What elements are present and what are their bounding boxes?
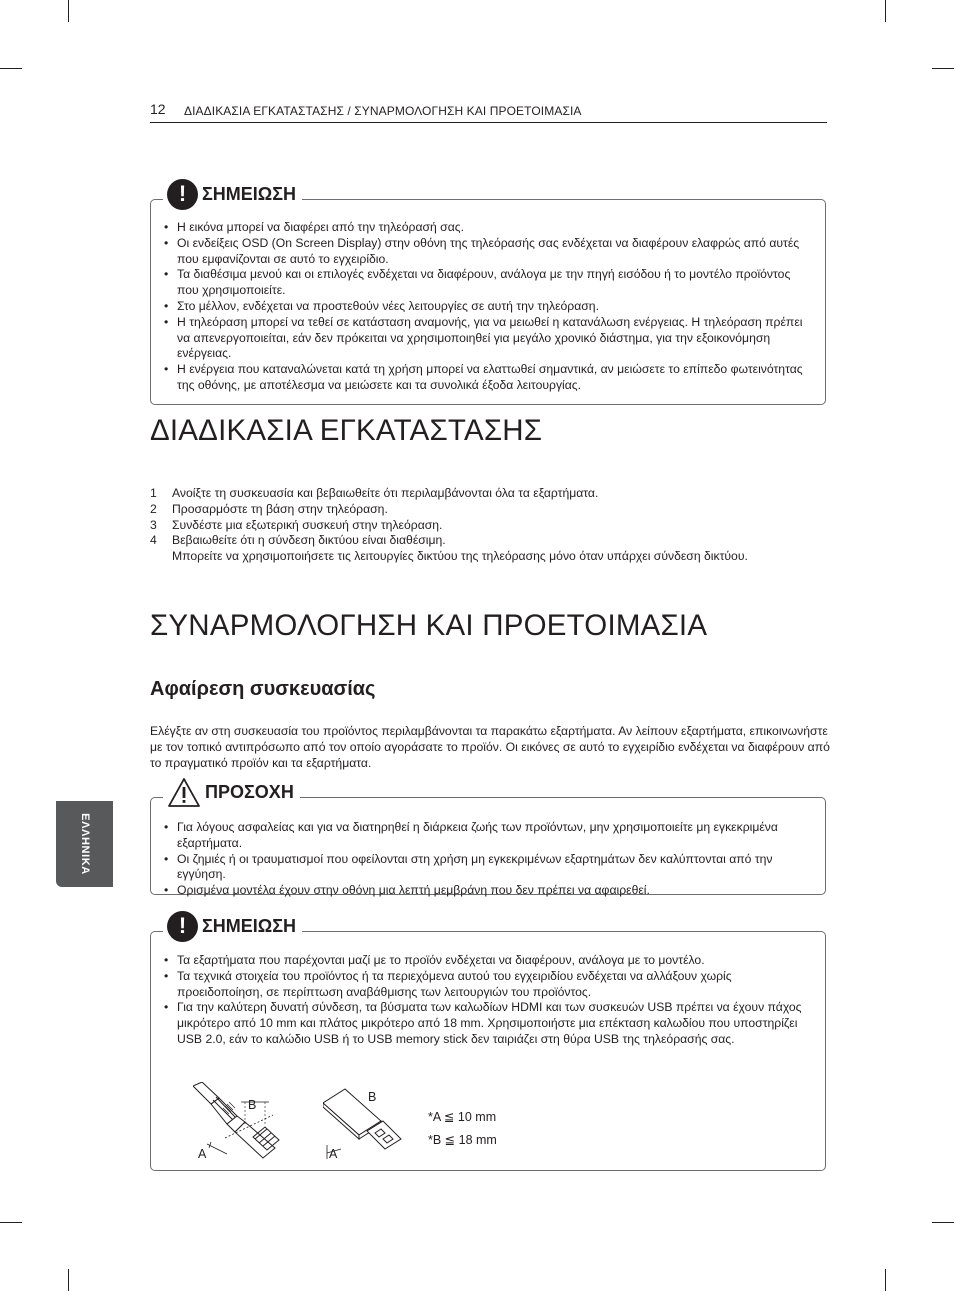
list-item: • Οι ενδείξεις OSD (On Screen Display) στην οθόνη της τηλεόρασής σας ενδέχεται να διαφέρουν ελαφρώς από αυτές που εμφανίζονται σε αυτό το εγχειρίδιο.: [164, 236, 805, 268]
note-list: [164, 953, 805, 1048]
section-title: ΔΙΑΔΙΚΑΣΙΑ ΕΓΚΑΤΑΣΤΑΣΗΣ: [150, 414, 543, 447]
caution-label: ΠΡΟΣΟΧΗ: [205, 781, 294, 802]
crop-mark: [932, 68, 954, 69]
subsection-title: Αφαίρεση συσκευασίας: [150, 678, 376, 700]
list-item: • Τα εξαρτήματα που παρέχονται μαζί με το προϊόν ενδέχεται να διαφέρουν, ανάλογα με το μοντέλο.: [164, 953, 805, 969]
list-item: • Τα τεχνικά στοιχεία του προϊόντος ή τα περιεχόμενα αυτού του εγχειριδίου ενδέχεται να αλλάξουν χωρίς προειδοποίηση, σε περίπτωση αναβάθμισης των λειτουργιών του προϊόντος.: [164, 969, 805, 1001]
section-title: ΣΥΝΑΡΜΟΛΟΓΗΣΗ ΚΑΙ ΠΡΟΕΤΟΙΜΑΣΙΑ: [150, 609, 708, 642]
language-tab: [56, 801, 113, 887]
crop-mark: [885, 1269, 886, 1291]
list-item: 1 Ανοίξτε τη συσκευασία και βεβαιωθείτε ότι περιλαμβάνονται όλα τα εξαρτήματα.: [150, 486, 599, 500]
caution-box: [150, 781, 826, 898]
dimension-b-limit: *B ≦ 18 mm: [428, 1133, 497, 1147]
list-item: • Ορισμένα μοντέλα έχουν στην οθόνη μια λεπτή μεμβράνη που δεν πρέπει να αφαιρεθεί.: [164, 883, 805, 899]
note-label: ΣΗΜΕΙΩΣΗ: [202, 915, 297, 936]
note-box: [150, 181, 826, 405]
language-tab-label: ΕΛΛΗΝΙΚΑ: [78, 813, 91, 875]
list-item: • Η τηλεόραση μπορεί να τεθεί σε κατάσταση αναμονής, για να μειωθεί η κατανάλωση ενέργειας. Η τηλεόραση πρέπει να απενεργοποιείται, εάν δεν πρόκειται να χρησιμοποιηθεί για μεγάλο χρονικό διάστημα, για την εξοικονόμηση ενέργειας.: [164, 315, 805, 362]
list-item: • Στο μέλλον, ενδέχεται να προστεθούν νέες λειτουργίες σε αυτή την τηλεόραση.: [164, 299, 805, 315]
crop-mark: [0, 68, 22, 69]
intro-paragraph: Ελέγξτε αν στη συσκευασία του προϊόντος περιλαμβάνονται τα παρακάτω εξαρτήματα. Αν λείπουν εξαρτήματα, επικοινωνήστε με τον τοπικό αντιπρόσωπο από τον οποίο αγοράσατε το προϊόν. Οι εικόνες σε αυτό το εγχειρίδιο ενδέχεται να διαφέρουν από το πραγματικό προϊόν και τα εξαρτήματα.: [150, 724, 830, 770]
list-item: 2 Προσαρμόστε τη βάση στην τηλεόραση.: [150, 501, 388, 516]
hdmi-plug-diagram: [193, 1082, 303, 1164]
running-title: ΔΙΑΔΙΚΑΣΙΑ ΕΓΚΑΤΑΣΤΑΣΗΣ / ΣΥΝΑΡΜΟΛΟΓΗΣΗ ΚΑΙ ΠΡΟΕΤΟΙΜΑΣΙΑ: [184, 104, 582, 118]
list-item: • Η ενέργεια που καταναλώνεται κατά τη χρήση μπορεί να ελαττωθεί σημαντικά, αν μειώσετε το επίπεδο φωτεινότητας της οθόνης, με αποτέλεσμα να μειώσετε και τα συνολικά έξοδα λειτουργίας.: [164, 362, 805, 394]
list-item: • Για την καλύτερη δυνατή σύνδεση, τα βύσματα των καλωδίων HDMI και των συσκευών USB πρέπει να έχουν πάχος μικρότερο από 10 mm και πλάτος μικρότερο από 18 mm. Χρησιμοποιήστε μια επέκταση καλωδίου που υποστηρίζει USB 2.0, εάν το καλώδιο USB ή το USB memory stick δεν ταιριάζει στη θύρα USB της τηλεόρασής σας.: [164, 1000, 805, 1047]
usb-dim-label-a: A: [329, 1147, 338, 1161]
list-item: • Οι ζημιές ή οι τραυματισμοί που οφείλονται στη χρήση μη εγκεκριμένων εξαρτημάτων δεν καλύπτονται από την εγγύηση.: [164, 852, 805, 884]
crop-mark: [68, 1269, 69, 1291]
list-item: • Τα διαθέσιμα μενού και οι επιλογές ενδέχεται να διαφέρουν, ανάλογα με την πηγή εισόδου ή το μοντέλο προϊόντος που χρησιμοποιείτε.: [164, 267, 805, 299]
list-item: • Η εικόνα μπορεί να διαφέρει από την τηλεόρασή σας.: [164, 220, 805, 236]
crop-mark: [932, 1222, 954, 1223]
note-label: ΣΗΜΕΙΩΣΗ: [202, 183, 297, 204]
hdmi-dim-label-a: A: [198, 1147, 207, 1161]
install-steps: [150, 486, 810, 565]
exclamation-icon: !: [167, 179, 198, 210]
crop-mark: [885, 0, 886, 22]
note-heading: [163, 177, 302, 211]
note-box: [150, 913, 826, 1171]
list-item: • Για λόγους ασφαλείας και για να διατηρηθεί η διάρκεια ζωής των προϊόντων, μην χρησιμοποιείτε μη εγκεκριμένα εξαρτήματα.: [164, 820, 805, 852]
list-item: 4 Βεβαιωθείτε ότι η σύνδεση δικτύου είναι διαθέσιμη. Μπορείτε να χρησιμοποιήσετε τις λειτουργίες δικτύου της τηλεόρασης μόνο όταν υπάρχει σύνδεση δικτύου.: [150, 533, 748, 564]
crop-mark: [0, 1222, 22, 1223]
crop-mark: [68, 0, 69, 22]
step-extra: Μπορείτε να χρησιμοποιήσετε τις λειτουργίες δικτύου της τηλεόρασης μόνο όταν υπάρχει σύνδεση δικτύου.: [172, 549, 748, 564]
page-number: 12: [150, 101, 166, 117]
dimension-a-limit: *A ≦ 10 mm: [428, 1110, 497, 1124]
note-heading: [163, 909, 302, 943]
usb-dim-label-b: B: [368, 1090, 377, 1104]
list-item: 3 Συνδέστε μια εξωτερική συσκευή στην τηλεόραση.: [150, 517, 443, 532]
exclamation-icon: !: [167, 911, 198, 942]
note-list: [164, 220, 805, 394]
page-header: [150, 101, 827, 123]
caution-heading: [163, 774, 300, 810]
caution-list: [164, 820, 805, 899]
warning-triangle-icon: [167, 777, 201, 808]
hdmi-dim-label-b: B: [248, 1098, 257, 1112]
